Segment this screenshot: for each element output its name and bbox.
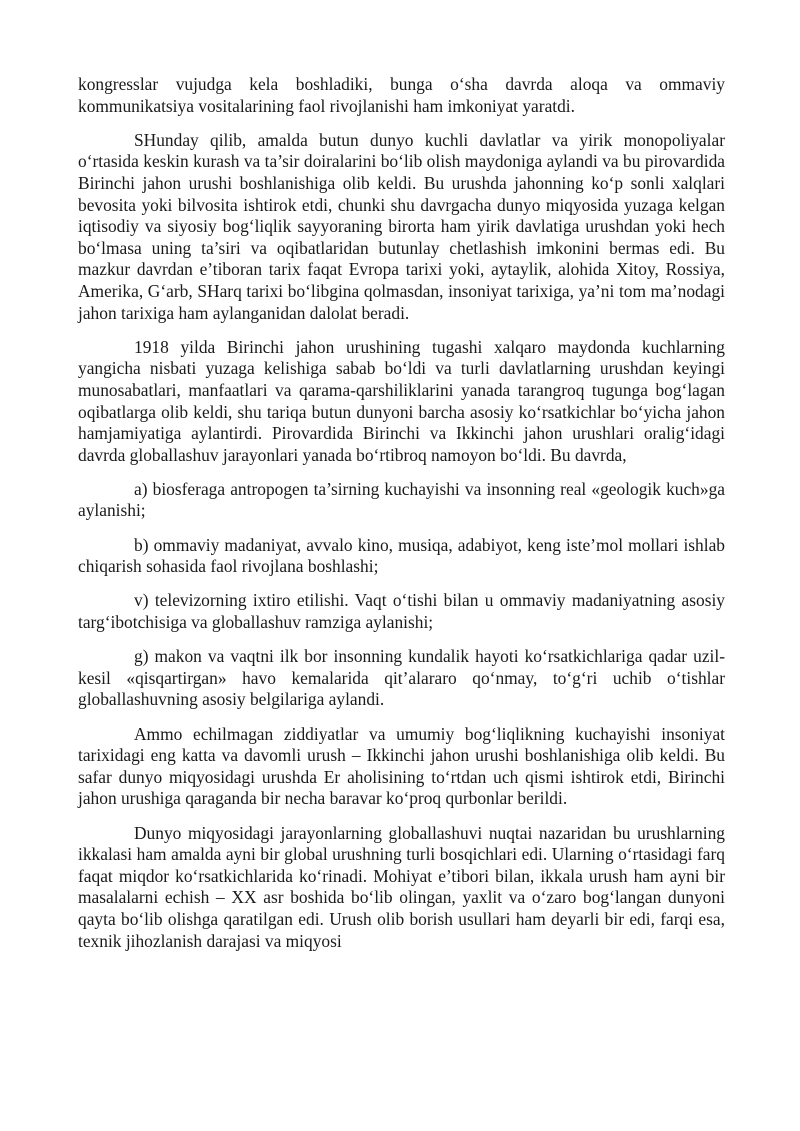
paragraph: 1918 yilda Birinchi jahon urushining tugashi xalqaro maydonda kuchlarning yangicha nisbati yuzaga kelishiga sabab bo‘ldi va turli davlatlarning urushdan keyingi munosabatlari, manfaatlari va qarama-qarshiliklarini yanada tarangroq tugunga bog‘lagan oqibatlarga olib keldi, shu tariqa butun dunyoni barcha asosiy ko‘rsatkichlar bo‘yicha jahon hamjamiyatiga aylantirdi. Pirovardida Birinchi va Ikkinchi jahon urushlari oralig‘idagi davrda globallashuv jarayonlari yanada bo‘rtibroq namoyon bo‘ldi. Bu davrda, [78,336,725,465]
list-item-a: a) biosferaga antropogen ta’sirning kuchayishi va insonning real «geologik kuch»ga aylanishi; [78,478,725,521]
list-item-g: g) makon va vaqtni ilk bor insonning kundalik hayoti ko‘rsatkichlariga qadar uzil-kesil «qisqartirgan» havo kemalarida qit’alararo qo‘nmay, to‘g‘ri uchib o‘tishlar globallashuvning asosiy belgilariga aylandi. [78,646,725,710]
paragraph-continued: kongresslar vujudga kela boshladiki, bunga o‘sha davrda aloqa va ommaviy kommunikatsiya vositalarining faol rivojlanishi ham imkoniyat yaratdi. [78,74,725,116]
paragraph: Dunyo miqyosidagi jarayonlarning globallashuvi nuqtai nazaridan bu urushlarning ikkalasi ham amalda ayni bir global urushning turli bosqichlari edi. Ularning o‘rtasidagi farq faqat miqdor ko‘rsatkichlarida ko‘rinadi. Mohiyat e’tibori bilan, ikkala urush ham ayni bir masalalarni echish – XX asr boshida bo‘lib olingan, yaxlit va o‘zaro bog‘langan dunyoni qayta bo‘lib olishga qaratilgan edi. Urush olib borish usullari ham deyarli bir edi, farqi esa, texnik jihozlanish darajasi va miqyosi [78,822,725,951]
paragraph: SHunday qilib, amalda butun dunyo kuchli davlatlar va yirik monopoliyalar o‘rtasida keskin kurash va ta’sir doiralarini bo‘lib olish maydoniga aylandi va bu pirovardida Birinchi jahon urushi boshlanishiga olib keldi. Bu urushda jahonning ko‘p sonli xalqlari bevosita yoki bilvosita ishtirok etdi, chunki shu davrgacha dunyo miqyosida yuzaga kelgan iqtisodiy va siyosiy bog‘liqlik sayyoraning birorta ham yirik davlatiga urushdan yoki hech bo‘lmasa uning ta’siri va oqibatlaridan butunlay chetlashish imkonini bermas edi. Bu mazkur davrdan e’tiboran tarix faqat Evropa tarixi yoki, aytaylik, alohida Xitoy, Rossiya, Amerika, G‘arb, SHarq tarixi bo‘libgina qolmasdan, insoniyat tarixiga, ya’ni tom ma’nodagi jahon tarixiga ham aylanganidan dalolat beradi. [78,129,725,323]
document-page [78,74,725,965]
list-item-v: v) televizorning ixtiro etilishi. Vaqt o‘tishi bilan u ommaviy madaniyatning asosiy targ‘ibotchisiga va globallashuv ramziga aylanishi; [78,590,725,633]
paragraph: Ammo echilmagan ziddiyatlar va umumiy bog‘liqlikning kuchayishi insoniyat tarixidagi eng katta va davomli urush – Ikkinchi jahon urushi boshlanishiga olib keldi. Bu safar dunyo miqyosidagi urushda Er aholisining to‘rtdan uch qismi ishtirok etdi, Birinchi jahon urushiga qaraganda bir necha baravar ko‘proq qurbonlar berildi. [78,723,725,809]
list-item-b: b) ommaviy madaniyat, avvalo kino, musiqa, adabiyot, keng iste’mol mollari ishlab chiqarish sohasida faol rivojlana boshlashi; [78,534,725,577]
